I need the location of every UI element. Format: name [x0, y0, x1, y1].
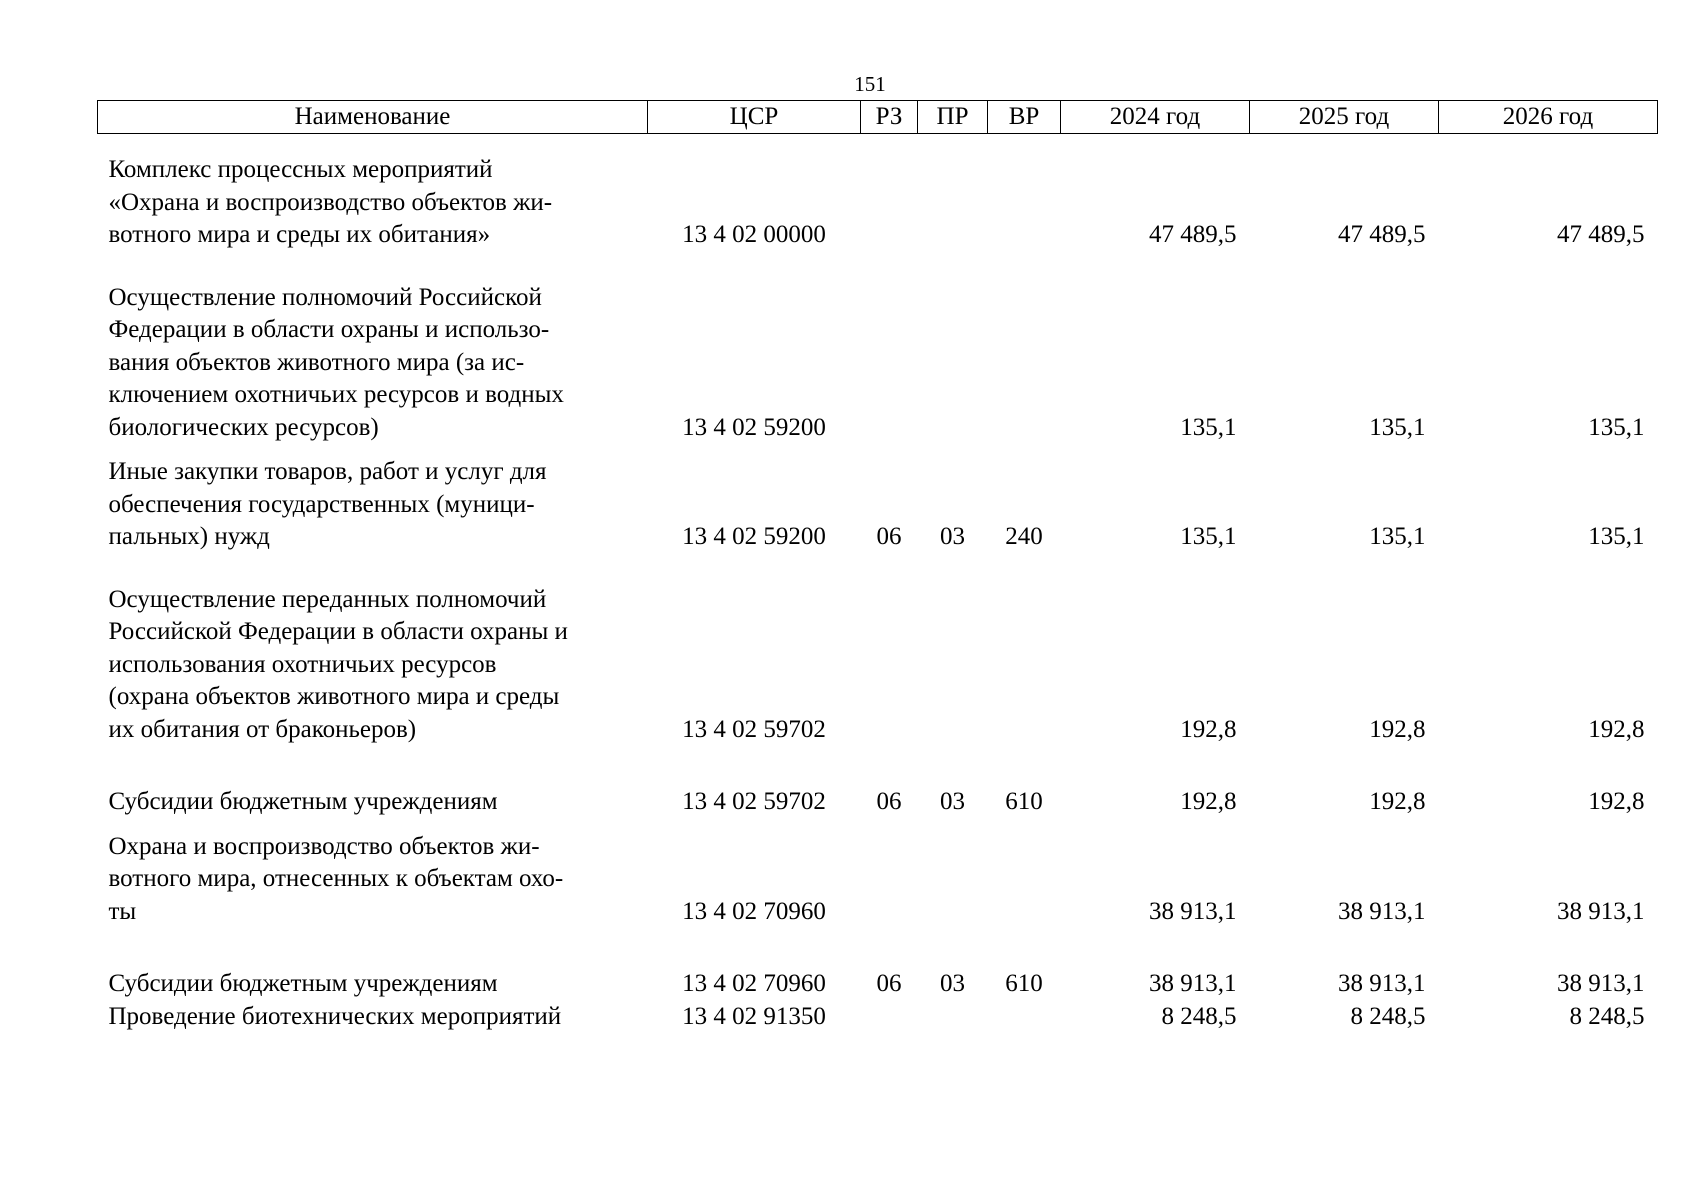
- row-csr: 13 4 02 59702: [682, 788, 826, 815]
- row-name-line: Российской Федерации в области охраны и: [108, 618, 568, 645]
- row-name-line: Осуществление переданных полномочий: [108, 585, 547, 613]
- row-value-2024: 192,8: [1180, 715, 1237, 743]
- row-value-2025: 8 248,5: [1350, 1002, 1426, 1030]
- row-spacer-cell: [98, 252, 1658, 282]
- row-value-2025: 38 913,1: [1338, 897, 1426, 925]
- row-pr: 03: [940, 788, 965, 815]
- row-rz: [861, 584, 918, 747]
- row-vr: [988, 584, 1061, 747]
- table-row: [98, 282, 1658, 445]
- budget-table: [97, 100, 1658, 1033]
- row-pr: [918, 282, 988, 445]
- col-header-2024: 2024 год: [1061, 101, 1250, 134]
- row-spacer-cell: [98, 819, 1658, 831]
- budget-table-container: [97, 100, 1657, 1033]
- row-value-2026: 135,1: [1588, 523, 1645, 550]
- row-value-2025: 47 489,5: [1338, 221, 1426, 248]
- row-value-2026: 192,8: [1588, 715, 1645, 743]
- row-name: [98, 456, 648, 554]
- row-value-2024: 8 248,5: [1161, 1002, 1237, 1030]
- row-spacer: [98, 928, 1658, 968]
- row-rz: 06: [876, 523, 902, 550]
- col-header-rz: РЗ: [861, 101, 918, 134]
- row-spacer: [98, 252, 1658, 282]
- row-csr: 13 4 02 59200: [682, 413, 826, 441]
- row-vr: [988, 1001, 1061, 1034]
- row-spacer-cell: [98, 444, 1658, 456]
- row-vr: [988, 831, 1061, 929]
- row-name-line: их обитания от браконьеров): [108, 715, 417, 743]
- row-spacer-cell: [98, 928, 1658, 968]
- row-pr: 03: [940, 970, 965, 997]
- row-name-line: Федерации в области охраны и использо-: [108, 316, 550, 343]
- row-name-line: вотного мира, отнесенных к объектам охо-: [108, 865, 564, 892]
- row-vr: [988, 282, 1061, 445]
- row-name-line: ключением охотничьих ресурсов и водных: [108, 381, 564, 408]
- row-csr: 13 4 02 59200: [682, 523, 826, 550]
- row-name-line: Субсидии бюджетным учреждениям: [108, 970, 498, 997]
- row-pr: [918, 831, 988, 929]
- row-csr: 13 4 02 00000: [682, 221, 826, 248]
- row-pr: [918, 584, 988, 747]
- row-vr: 610: [1005, 788, 1043, 815]
- row-csr: 13 4 02 91350: [682, 1002, 826, 1030]
- row-value-2024: 135,1: [1180, 523, 1237, 550]
- row-csr: 13 4 02 70960: [682, 970, 826, 997]
- row-name: [98, 1001, 648, 1034]
- row-name-line: (охрана объектов животного мира и среды: [108, 683, 560, 710]
- col-header-2026: 2026 год: [1439, 101, 1658, 134]
- row-name: [98, 968, 648, 1001]
- row-spacer: [98, 746, 1658, 786]
- row-vr: 240: [1005, 523, 1043, 550]
- row-name-line: «Охрана и воспроизводство объектов жи-: [108, 188, 553, 216]
- row-value-2026: 38 913,1: [1557, 970, 1645, 997]
- row-pr: [918, 1001, 988, 1034]
- row-vr: [988, 154, 1061, 252]
- table-row: [98, 968, 1658, 1001]
- row-name-line: обеспечения государственных (муници-: [108, 490, 535, 518]
- row-name-line: Охрана и воспроизводство объектов жи-: [108, 832, 540, 860]
- row-name-line: использования охотничьих ресурсов: [108, 650, 497, 678]
- row-rz: [861, 831, 918, 929]
- table-row: [98, 1001, 1658, 1034]
- table-row: [98, 154, 1658, 252]
- row-value-2024: 192,8: [1180, 788, 1237, 815]
- table-body: [98, 134, 1658, 1034]
- row-spacer-cell: [98, 134, 1658, 155]
- row-pr: [918, 154, 988, 252]
- table-header: [98, 101, 1658, 134]
- row-spacer-cell: [98, 746, 1658, 786]
- row-spacer: [98, 134, 1658, 155]
- row-value-2025: 38 913,1: [1338, 970, 1426, 997]
- row-name-line: вания объектов животного мира (за ис-: [108, 348, 525, 376]
- row-name-line: Осуществление полномочий Российской: [108, 283, 542, 311]
- row-value-2025: 192,8: [1369, 788, 1426, 815]
- row-value-2026: 8 248,5: [1569, 1002, 1645, 1030]
- col-header-csr: ЦСР: [648, 101, 861, 134]
- row-csr: 13 4 02 70960: [682, 897, 826, 925]
- row-name: [98, 584, 648, 747]
- row-name-line: Комплекс процессных мероприятий: [108, 156, 493, 183]
- row-vr: 610: [1005, 970, 1043, 997]
- row-name: [98, 831, 648, 929]
- page-number: 151: [854, 72, 886, 96]
- row-value-2025: 192,8: [1369, 715, 1426, 743]
- row-rz: [861, 1001, 918, 1034]
- row-spacer-cell: [98, 554, 1658, 584]
- row-rz: [861, 154, 918, 252]
- row-name-line: Иные закупки товаров, работ и услуг для: [108, 458, 547, 485]
- row-name: [98, 154, 648, 252]
- row-value-2026: 135,1: [1588, 413, 1645, 441]
- row-name: [98, 282, 648, 445]
- row-value-2026: 47 489,5: [1557, 221, 1645, 248]
- row-value-2024: 38 913,1: [1149, 970, 1237, 997]
- row-spacer: [98, 444, 1658, 456]
- row-value-2026: 38 913,1: [1557, 897, 1645, 925]
- row-name-line: пальных) нужд: [108, 523, 270, 550]
- row-spacer: [98, 819, 1658, 831]
- row-value-2024: 135,1: [1180, 413, 1237, 441]
- table-row: [98, 786, 1658, 819]
- header-row: [98, 101, 1658, 134]
- row-value-2025: 135,1: [1369, 413, 1426, 441]
- table-row: [98, 584, 1658, 747]
- row-value-2025: 135,1: [1369, 523, 1426, 550]
- row-spacer: [98, 554, 1658, 584]
- col-header-vr: ВР: [988, 101, 1061, 134]
- row-name-line: Субсидии бюджетным учреждениям: [108, 788, 498, 815]
- col-header-pr: ПР: [918, 101, 988, 134]
- row-name-line: вотного мира и среды их обитания»: [108, 221, 491, 248]
- row-csr: 13 4 02 59702: [682, 715, 826, 743]
- col-header-name: Наименование: [98, 101, 648, 134]
- row-value-2026: 192,8: [1588, 788, 1645, 815]
- table-row: [98, 456, 1658, 554]
- row-rz: 06: [876, 788, 902, 815]
- row-pr: 03: [940, 523, 965, 550]
- row-name: [98, 786, 648, 819]
- row-rz: [861, 282, 918, 445]
- row-value-2024: 47 489,5: [1149, 221, 1237, 248]
- table-row: [98, 831, 1658, 929]
- row-name-line: ты: [108, 897, 137, 925]
- row-rz: 06: [876, 970, 902, 997]
- col-header-2025: 2025 год: [1250, 101, 1439, 134]
- row-name-line: Проведение биотехнических мероприятий: [108, 1002, 562, 1030]
- row-name-line: биологических ресурсов): [108, 413, 379, 441]
- row-value-2024: 38 913,1: [1149, 897, 1237, 925]
